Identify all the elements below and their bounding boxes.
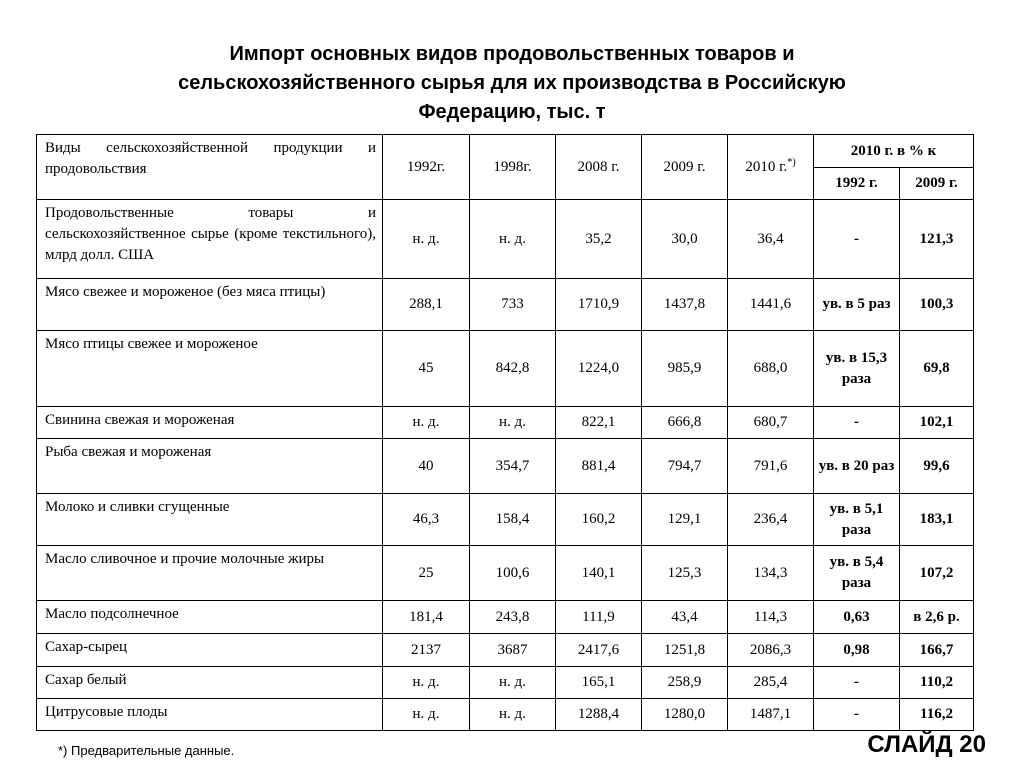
cell-pct-1992: 0,63 bbox=[814, 601, 900, 634]
cell-pct-2009: 69,8 bbox=[900, 331, 974, 407]
cell-2008: 1710,9 bbox=[556, 279, 642, 331]
cell-1998: н. д. bbox=[470, 200, 556, 279]
cell-2010: 134,3 bbox=[728, 546, 814, 601]
cell-pct-2009: 121,3 bbox=[900, 200, 974, 279]
cell-2008: 140,1 bbox=[556, 546, 642, 601]
cell-1998: н. д. bbox=[470, 407, 556, 439]
cell-2008: 2417,6 bbox=[556, 634, 642, 667]
header-category: Виды сельскохозяйственной продукции и продовольствия bbox=[37, 135, 383, 200]
cell-pct-2009: 166,7 bbox=[900, 634, 974, 667]
cell-2009: 1437,8 bbox=[642, 279, 728, 331]
cell-2010: 791,6 bbox=[728, 439, 814, 494]
cell-2009: 794,7 bbox=[642, 439, 728, 494]
header-2009: 2009 г. bbox=[642, 135, 728, 200]
title-line: Импорт основных видов продовольственных товаров и bbox=[229, 43, 795, 65]
cell-2008: 822,1 bbox=[556, 407, 642, 439]
cell-pct-1992: ув. в 5 раз bbox=[814, 279, 900, 331]
cell-2009: 258,9 bbox=[642, 667, 728, 699]
cell-1992: 46,3 bbox=[383, 494, 470, 546]
table-row bbox=[37, 699, 974, 731]
cell-pct-1992: ув. в 5,1 раза bbox=[814, 494, 900, 546]
header-pct-group: 2010 г. в % к bbox=[814, 135, 974, 168]
cell-1992: 288,1 bbox=[383, 279, 470, 331]
cell-2008: 881,4 bbox=[556, 439, 642, 494]
header-2010 bbox=[728, 135, 814, 200]
cell-2010: 1441,6 bbox=[728, 279, 814, 331]
cell-1992: н. д. bbox=[383, 699, 470, 731]
cell-2009: 1251,8 bbox=[642, 634, 728, 667]
cell-pct-1992: ув. в 5,4 раза bbox=[814, 546, 900, 601]
row-name: Сахар белый bbox=[37, 667, 383, 699]
cell-1992: н. д. bbox=[383, 667, 470, 699]
cell-pct-1992: - bbox=[814, 667, 900, 699]
cell-1998: 100,6 bbox=[470, 546, 556, 601]
slide-number: СЛАЙД 20 bbox=[867, 731, 986, 758]
cell-pct-2009: в 2,6 р. bbox=[900, 601, 974, 634]
cell-2009: 1280,0 bbox=[642, 699, 728, 731]
table-row bbox=[37, 200, 974, 279]
cell-2008: 1224,0 bbox=[556, 331, 642, 407]
cell-1992: 181,4 bbox=[383, 601, 470, 634]
cell-2010: 680,7 bbox=[728, 407, 814, 439]
row-name: Масло подсолнечное bbox=[37, 601, 383, 634]
table-row bbox=[37, 439, 974, 494]
cell-1998: н. д. bbox=[470, 699, 556, 731]
cell-pct-1992: 0,98 bbox=[814, 634, 900, 667]
row-name: Молоко и сливки сгущенные bbox=[37, 494, 383, 546]
cell-2008: 160,2 bbox=[556, 494, 642, 546]
cell-2010: 285,4 bbox=[728, 667, 814, 699]
cell-2010: 236,4 bbox=[728, 494, 814, 546]
cell-pct-2009: 99,6 bbox=[900, 439, 974, 494]
table-row bbox=[37, 546, 974, 601]
row-name: Цитрусовые плоды bbox=[37, 699, 383, 731]
cell-pct-1992: ув. в 15,3 раза bbox=[814, 331, 900, 407]
cell-2008: 165,1 bbox=[556, 667, 642, 699]
table-row bbox=[37, 331, 974, 407]
cell-pct-2009: 110,2 bbox=[900, 667, 974, 699]
cell-pct-1992: - bbox=[814, 200, 900, 279]
cell-2008: 111,9 bbox=[556, 601, 642, 634]
cell-pct-1992: ув. в 20 раз bbox=[814, 439, 900, 494]
header-1992: 1992г. bbox=[383, 135, 470, 200]
cell-2010: 114,3 bbox=[728, 601, 814, 634]
row-name: Свинина свежая и мороженая bbox=[37, 407, 383, 439]
cell-pct-2009: 116,2 bbox=[900, 699, 974, 731]
cell-2010: 688,0 bbox=[728, 331, 814, 407]
cell-1992: н. д. bbox=[383, 407, 470, 439]
cell-2010: 36,4 bbox=[728, 200, 814, 279]
import-table bbox=[36, 134, 974, 731]
page-title bbox=[100, 40, 924, 127]
cell-1998: н. д. bbox=[470, 667, 556, 699]
table-row bbox=[37, 494, 974, 546]
table-row bbox=[37, 634, 974, 667]
cell-2010: 2086,3 bbox=[728, 634, 814, 667]
cell-2009: 43,4 bbox=[642, 601, 728, 634]
cell-1992: 2137 bbox=[383, 634, 470, 667]
row-name: Продовольственные товары и сельскохозяйственное сырье (кроме текстильного), млрд долл. США bbox=[37, 200, 383, 279]
cell-1998: 733 bbox=[470, 279, 556, 331]
title-line: Федерацию, тыс. т bbox=[418, 101, 606, 123]
cell-2009: 666,8 bbox=[642, 407, 728, 439]
cell-2008: 1288,4 bbox=[556, 699, 642, 731]
cell-pct-2009: 102,1 bbox=[900, 407, 974, 439]
header-2010-label: 2010 г. bbox=[745, 158, 788, 175]
row-name: Мясо свежее и мороженое (без мяса птицы) bbox=[37, 279, 383, 331]
cell-pct-1992: - bbox=[814, 407, 900, 439]
row-name: Мясо птицы свежее и мороженое bbox=[37, 331, 383, 407]
footnote: *) Предварительные данные. bbox=[58, 743, 235, 758]
table-row bbox=[37, 667, 974, 699]
header-pct-2009: 2009 г. bbox=[900, 168, 974, 200]
table-row bbox=[37, 601, 974, 634]
title-line: сельскохозяйственного сырья для их производства в Российскую bbox=[178, 72, 846, 94]
cell-1998: 354,7 bbox=[470, 439, 556, 494]
cell-pct-2009: 100,3 bbox=[900, 279, 974, 331]
header-row bbox=[37, 135, 974, 168]
cell-1992: н. д. bbox=[383, 200, 470, 279]
cell-2010: 1487,1 bbox=[728, 699, 814, 731]
header-pct-1992: 1992 г. bbox=[814, 168, 900, 200]
cell-1998: 842,8 bbox=[470, 331, 556, 407]
cell-pct-2009: 183,1 bbox=[900, 494, 974, 546]
cell-1992: 45 bbox=[383, 331, 470, 407]
header-2008: 2008 г. bbox=[556, 135, 642, 200]
footnote-marker: *) bbox=[787, 156, 796, 168]
table-row bbox=[37, 279, 974, 331]
cell-1998: 243,8 bbox=[470, 601, 556, 634]
cell-1998: 158,4 bbox=[470, 494, 556, 546]
cell-2009: 30,0 bbox=[642, 200, 728, 279]
cell-pct-2009: 107,2 bbox=[900, 546, 974, 601]
row-name: Рыба свежая и мороженая bbox=[37, 439, 383, 494]
cell-1992: 40 bbox=[383, 439, 470, 494]
cell-2009: 985,9 bbox=[642, 331, 728, 407]
cell-2009: 129,1 bbox=[642, 494, 728, 546]
cell-pct-1992: - bbox=[814, 699, 900, 731]
cell-2008: 35,2 bbox=[556, 200, 642, 279]
cell-1992: 25 bbox=[383, 546, 470, 601]
table-row bbox=[37, 407, 974, 439]
row-name: Сахар-сырец bbox=[37, 634, 383, 667]
cell-1998: 3687 bbox=[470, 634, 556, 667]
header-1998: 1998г. bbox=[470, 135, 556, 200]
cell-2009: 125,3 bbox=[642, 546, 728, 601]
row-name: Масло сливочное и прочие молочные жиры bbox=[37, 546, 383, 601]
